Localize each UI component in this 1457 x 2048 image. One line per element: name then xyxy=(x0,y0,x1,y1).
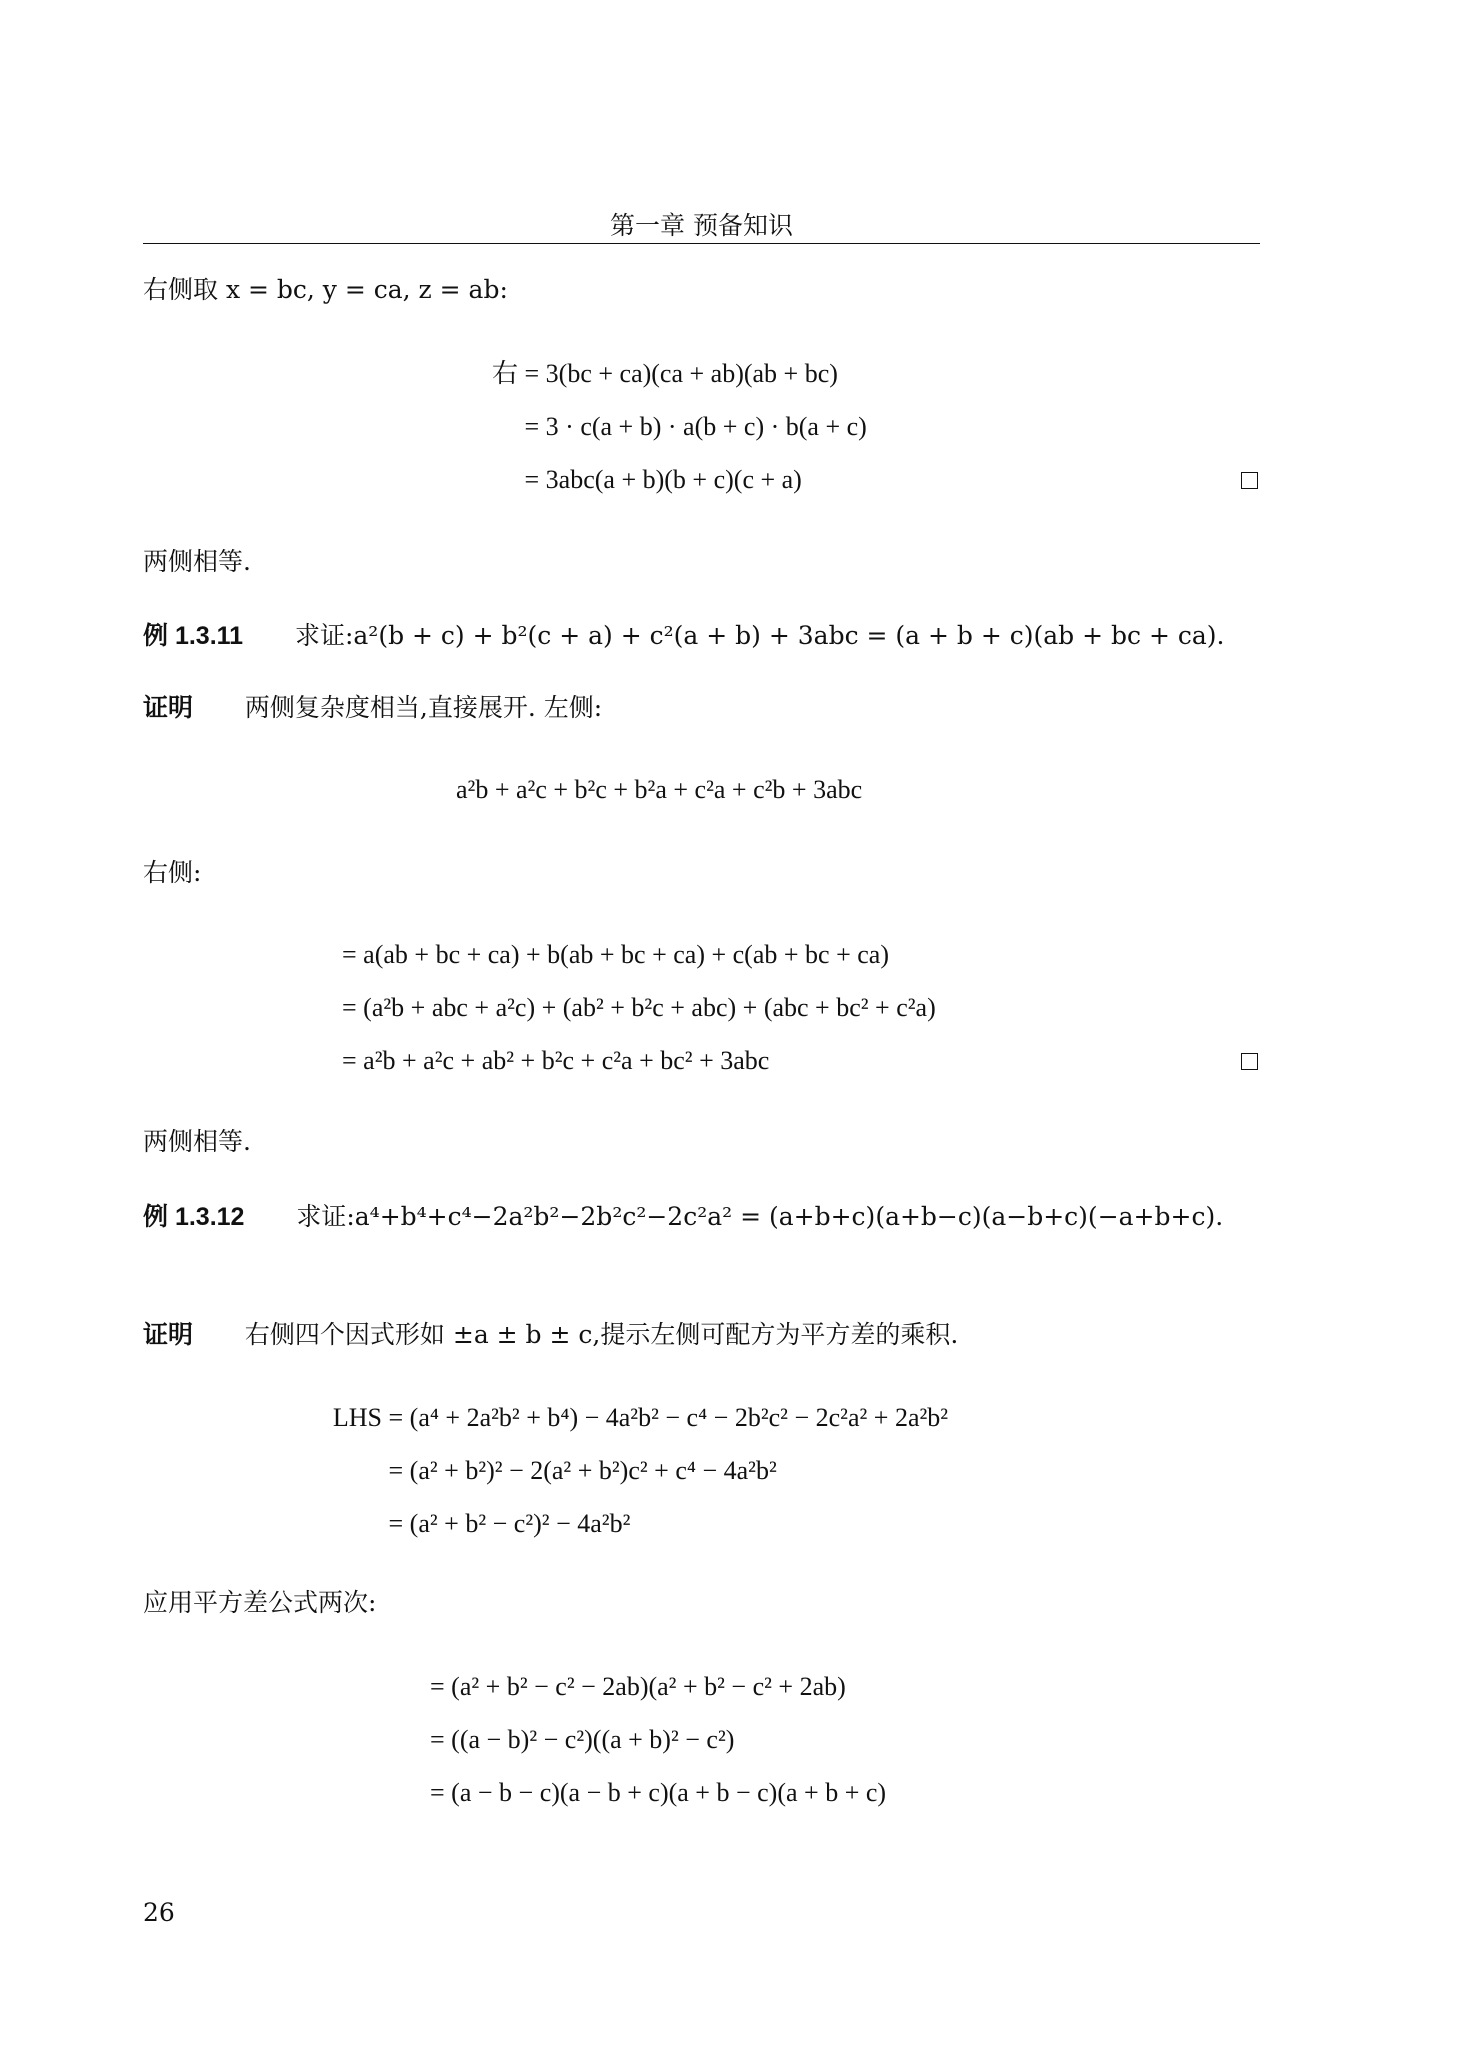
eq4-rhs-2: = (a² + b²)² − 2(a² + b²)c² + c⁴ − 4a²b² xyxy=(388,1456,777,1485)
proof-1-3-11 xyxy=(143,690,602,726)
eq4-rhs-1: = (a⁴ + 2a²b² + b⁴) − 4a²b² − c⁴ − 2b²c² − 2c²a² + 2a²b² xyxy=(388,1403,949,1432)
eq4-rhs-3: = (a² + b² − c²)² − 4a²b² xyxy=(388,1509,631,1538)
proof-1-3-12 xyxy=(143,1317,958,1353)
right-side-label: 右侧: xyxy=(143,858,202,887)
page-number: 26 xyxy=(143,1898,175,1927)
eq1-line-1 xyxy=(486,356,838,392)
example-1-3-12 xyxy=(143,1199,1223,1235)
header-rule xyxy=(143,243,1260,244)
qed-box-2 xyxy=(1241,1053,1258,1070)
eq4-lhs: LHS xyxy=(332,1403,382,1432)
proof-text: 两侧复杂度相当,直接展开. 左侧: xyxy=(244,693,603,722)
eq5-line-1: = (a² + b² − c² − 2ab)(a² + b² − c² + 2ab) xyxy=(430,1672,846,1701)
eq1-rhs-1: = 3(bc + ca)(ca + ab)(ab + bc) xyxy=(524,359,838,388)
apply-statement: 应用平方差公式两次: xyxy=(143,1588,377,1617)
eq4-line-3 xyxy=(322,1506,630,1542)
eq4-line-2 xyxy=(322,1453,777,1489)
example-label: 例 1.3.12 xyxy=(143,1203,245,1231)
running-header: 第一章 预备知识 xyxy=(610,211,793,240)
equal-statement-1: 两侧相等. xyxy=(143,547,251,576)
example-label: 例 1.3.11 xyxy=(143,622,244,650)
proof-text: 右侧四个因式形如 ±a ± b ± c,提示左侧可配方为平方差的乘积. xyxy=(244,1320,959,1349)
eq1-line-3 xyxy=(486,462,802,498)
example-statement: 求证:a²(b + c) + b²(c + a) + c²(a + b) + 3abc = (a + b + c)(ab + bc + ca). xyxy=(294,621,1225,650)
equal-statement-2: 两侧相等. xyxy=(143,1127,251,1156)
eq1-lhs: 右 xyxy=(491,359,518,388)
proof-label: 证明 xyxy=(143,694,194,722)
qed-box-1 xyxy=(1241,472,1258,489)
eq1-rhs-3: = 3abc(a + b)(b + c)(c + a) xyxy=(524,465,802,494)
eq5-line-2: = ((a − b)² − c²)((a + b)² − c²) xyxy=(430,1725,735,1754)
eq3-line-3: = a²b + a²c + ab² + b²c + c²a + bc² + 3abc xyxy=(342,1046,770,1075)
eq1-line-2 xyxy=(486,409,867,445)
eq4-line-1 xyxy=(322,1400,948,1436)
proof-label: 证明 xyxy=(143,1321,194,1349)
example-1-3-11 xyxy=(143,618,1224,654)
eq5-line-3: = (a − b − c)(a − b + c)(a + b − c)(a + b + c) xyxy=(430,1778,887,1807)
eq3-line-1: = a(ab + bc + ca) + b(ab + bc + ca) + c(ab + bc + ca) xyxy=(342,940,889,969)
eq3-line-2: = (a²b + abc + a²c) + (ab² + b²c + abc) + (abc + bc² + c²a) xyxy=(342,993,936,1022)
example-statement: 求证:a⁴+b⁴+c⁴−2a²b²−2b²c²−2c²a² = (a+b+c)(a+b−c)(a−b+c)(−a+b+c). xyxy=(296,1202,1224,1231)
eq1-rhs-2: = 3 · c(a + b) · a(b + c) · b(a + c) xyxy=(524,412,867,441)
intro-paragraph: 右侧取 x = bc, y = ca, z = ab: xyxy=(143,275,508,304)
eq2-display: a²b + a²c + b²c + b²a + c²a + c²b + 3abc xyxy=(456,775,863,804)
